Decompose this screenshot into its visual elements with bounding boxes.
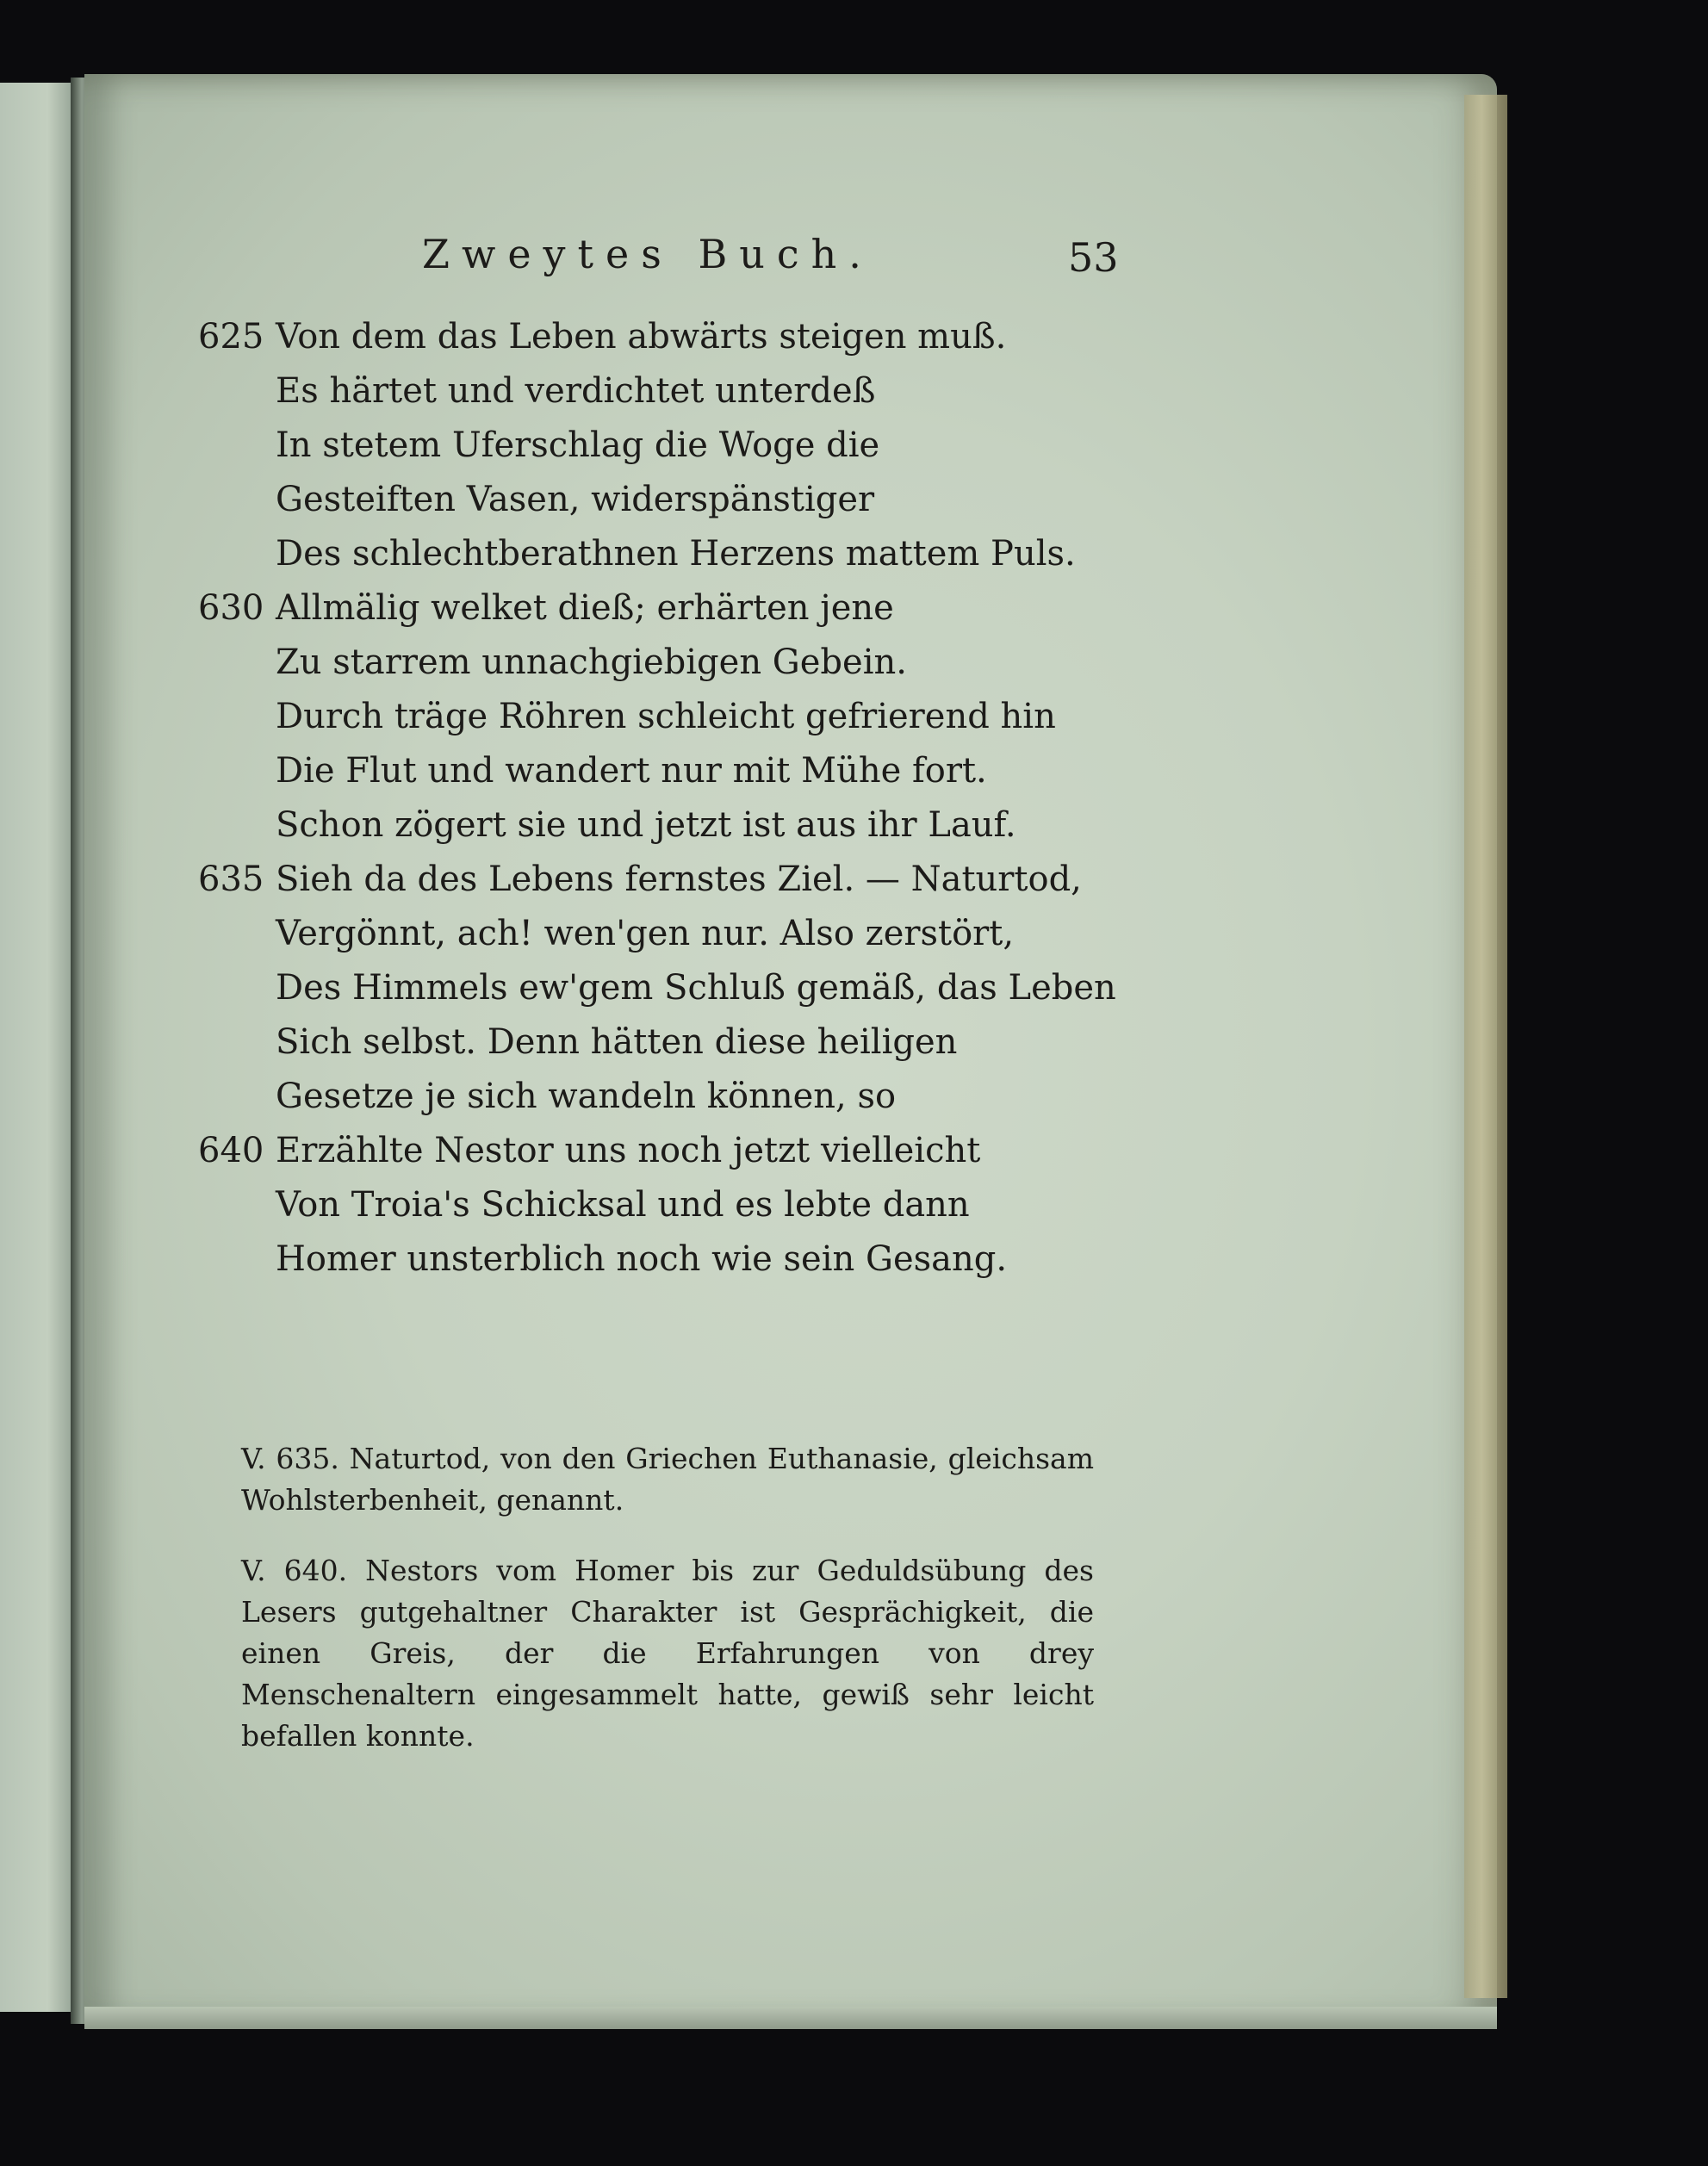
verse-text: Zu starrem unnachgiebigen Gebein. (276, 642, 907, 682)
verse-text: Allmälig welket dieß; erhärten jene (276, 588, 894, 628)
verse-block (198, 310, 1116, 1287)
verse-line (198, 1232, 1059, 1287)
verse-line (198, 1178, 1059, 1232)
footnote-label: V. 640. (241, 1554, 348, 1587)
verse-line (198, 581, 1059, 636)
verse-line (198, 853, 1082, 907)
verse-number: 640 (198, 1131, 264, 1170)
verse-text: Durch träge Röhren schleicht gefrierend hin (276, 697, 1056, 736)
verse-text: Schon zögert sie und jetzt ist aus ihr Lauf. (276, 805, 1016, 845)
verse-line (198, 1015, 1059, 1070)
verse-line (198, 744, 1059, 798)
page-number: 53 (1068, 234, 1119, 281)
verse-text: Von dem das Leben abwärts steigen muß. (276, 317, 1007, 357)
verse-line (198, 690, 1059, 744)
verse-text: Des schlechtberathnen Herzens mattem Puls. (276, 534, 1076, 574)
running-header (405, 231, 1119, 291)
verse-number: 635 (198, 860, 264, 899)
verse-text: Homer unsterblich noch wie sein Gesang. (276, 1239, 1008, 1279)
verse-text: In stetem Uferschlag die Woge die (276, 425, 880, 465)
verse-line (198, 473, 1059, 527)
verse-text: Sich selbst. Denn hätten diese heiligen (276, 1022, 958, 1062)
verse-text: Gesetze je sich wandeln können, so (276, 1077, 897, 1116)
running-title: Zweytes Buch. (422, 231, 873, 277)
verse-text: Gesteiften Vasen, widerspänstiger (276, 480, 875, 519)
verse-number: 630 (198, 588, 264, 628)
verse-number: 625 (198, 317, 264, 357)
footnotes (241, 1438, 1094, 1786)
verse-text: Des Himmels ew'gem Schluß gemäß, das Leben (276, 968, 1116, 1008)
verse-line (198, 1124, 1059, 1178)
verse-text: Erzählte Nestor uns noch jetzt vielleicht (276, 1131, 981, 1170)
footnote (241, 1438, 1094, 1521)
verse-text: Die Flut und wandert nur mit Mühe fort. (276, 751, 987, 791)
verse-line (198, 419, 1059, 473)
verse-text: Sieh da des Lebens fernstes Ziel. — Naturtod, (276, 860, 1082, 899)
verse-text: Vergönnt, ach! wen'gen nur. Also zerstört, (276, 914, 1015, 953)
verse-line (198, 636, 1059, 690)
verse-line (198, 798, 1059, 853)
verse-line (198, 364, 1059, 419)
verse-line (198, 1070, 1059, 1124)
verse-line (198, 961, 1116, 1015)
verse-text: Von Troia's Schicksal und es lebte dann (276, 1185, 970, 1225)
verse-text: Es härtet und verdichtet unterdeß (276, 371, 876, 411)
footnote-text: Naturtod, von den Griechen Euthanasie, gleichsam Wohlsterbenheit, genannt. (241, 1442, 1094, 1517)
verse-line (198, 907, 1059, 961)
footnote (241, 1550, 1094, 1757)
verse-line (198, 310, 1059, 364)
footnote-label: V. 635. (241, 1442, 339, 1475)
footnote-text: Nestors vom Homer bis zur Geduldsübung des Lesers gutgehaltner Charakter ist Gesprächigkeit, die einen Greis, der die Erfahrungen von drey Menschenaltern eingesammelt hatte, gewiß sehr leicht befallen konnte. (241, 1554, 1094, 1753)
verse-line (198, 527, 1076, 581)
